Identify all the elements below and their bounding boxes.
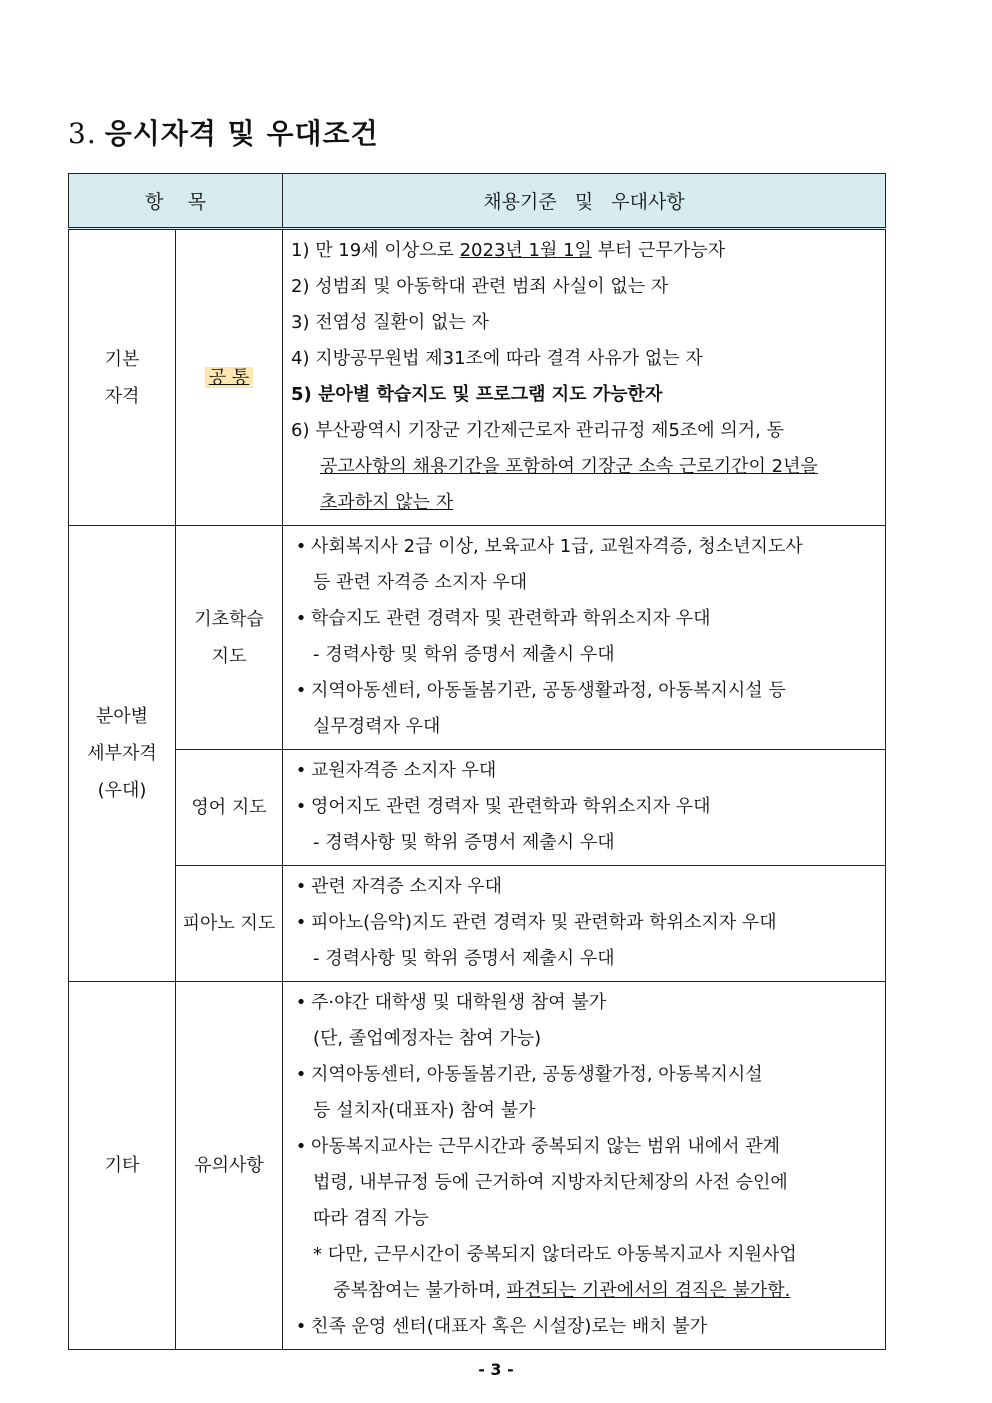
table-header-row [69, 174, 886, 229]
criteria-item: 5) 분아별 학습지도 및 프로그램 지도 가능한자 [291, 384, 663, 405]
basic-learning-criteria [283, 526, 886, 750]
criteria-item: 2) 성범죄 및 아동학대 관련 범죄 사실이 없는 자 [291, 276, 669, 297]
section-number: 3. [68, 117, 97, 150]
page-number: - 3 - [478, 1360, 514, 1379]
list-item: • 사회복지사 2급 이상, 보육교사 1급, 교원자격증, 청소년지도사 [291, 529, 877, 565]
criteria-item: 1) 만 19세 이상으로 2023년 1월 1일 부터 근무가능자 [291, 240, 726, 261]
list-item: • 교원자격증 소지자 우대 [291, 753, 877, 789]
basic-label: 기본 자격 [69, 229, 176, 526]
list-item-note-cont: 중복참여는 불가하며, 파견되는 기관에서의 겸직은 불가함. [333, 1280, 791, 1301]
english-label: 영어 지도 [176, 750, 283, 866]
row-piano [69, 866, 886, 982]
list-item: • 관련 자격증 소지자 우대 [291, 869, 877, 905]
piano-label: 피아노 지도 [176, 866, 283, 982]
row-basic [69, 229, 886, 526]
criteria-item-cont: 초과하지 않는 자 [320, 492, 454, 513]
basic-sub-label: 공 통 [176, 229, 283, 526]
piano-criteria [283, 866, 886, 982]
etc-criteria [283, 982, 886, 1350]
header-item: 항 목 [69, 174, 283, 229]
list-item: • 학습지도 관련 경력자 및 관련학과 학위소지자 우대 [291, 601, 877, 637]
row-english [69, 750, 886, 866]
section-title-text: 응시자격 및 우대조건 [104, 117, 379, 150]
criteria-item: 6) 부산광역시 기장군 기간제근로자 관리규정 제5조에 의거, 동 [291, 420, 785, 441]
list-item-cont: (단, 졸업예정자는 참여 가능) [313, 1028, 542, 1049]
list-item-sub: - 경력사항 및 학위 증명서 제출시 우대 [313, 948, 615, 969]
etc-sub-label: 유의사항 [176, 982, 283, 1350]
basic-learning-label: 기초학습 지도 [176, 526, 283, 750]
etc-label: 기타 [69, 982, 176, 1350]
row-basic-learning [69, 526, 886, 750]
list-item: • 친족 운영 센터(대표자 혹은 시설장)로는 배치 불가 [291, 1309, 877, 1345]
basic-criteria [283, 229, 886, 526]
list-item: • 주·야간 대학생 및 대학원생 참여 불가 [291, 985, 877, 1021]
list-item-sub: - 경력사항 및 학위 증명서 제출시 우대 [313, 644, 615, 665]
section-title [68, 112, 379, 152]
list-item: • 지역아동센터, 아동돌봄기관, 공동생활과정, 아동복지시설 등 [291, 673, 877, 709]
criteria-item: 4) 지방공무원법 제31조에 따라 결격 사유가 없는 자 [291, 348, 703, 369]
english-criteria [283, 750, 886, 866]
list-item-sub: - 경력사항 및 학위 증명서 제출시 우대 [313, 832, 615, 853]
list-item-cont: 등 관련 자격증 소지자 우대 [313, 572, 528, 593]
list-item-cont: 따라 겸직 가능 [313, 1208, 429, 1229]
qualification-table [68, 173, 886, 1350]
header-criteria: 채용기준 및 우대사항 [283, 174, 886, 229]
list-item-cont: 실무경력자 우대 [313, 716, 441, 737]
list-item-cont: 등 설치자(대표자) 참여 불가 [313, 1100, 536, 1121]
row-etc [69, 982, 886, 1350]
criteria-item-cont: 공고사항의 채용기간을 포함하여 기장군 소속 근로기간이 2년을 [320, 456, 818, 477]
list-item: • 영어지도 관련 경력자 및 관련학과 학위소지자 우대 [291, 789, 877, 825]
list-item: • 아동복지교사는 근무시간과 중복되지 않는 범위 내에서 관계 [291, 1129, 877, 1165]
list-item: • 피아노(음악)지도 관련 경력자 및 관련학과 학위소지자 우대 [291, 905, 877, 941]
list-item: • 지역아동센터, 아동돌봄기관, 공동생활가정, 아동복지시설 [291, 1057, 877, 1093]
list-item-cont: 법령, 내부규정 등에 근거하여 지방자치단체장의 사전 승인에 [313, 1172, 788, 1193]
list-item-note: * 다만, 근무시간이 중복되지 않더라도 아동복지교사 지원사업 [313, 1244, 797, 1265]
criteria-item: 3) 전염성 질환이 없는 자 [291, 312, 489, 333]
field-label: 분아별 세부자격 (우대) [69, 526, 176, 982]
